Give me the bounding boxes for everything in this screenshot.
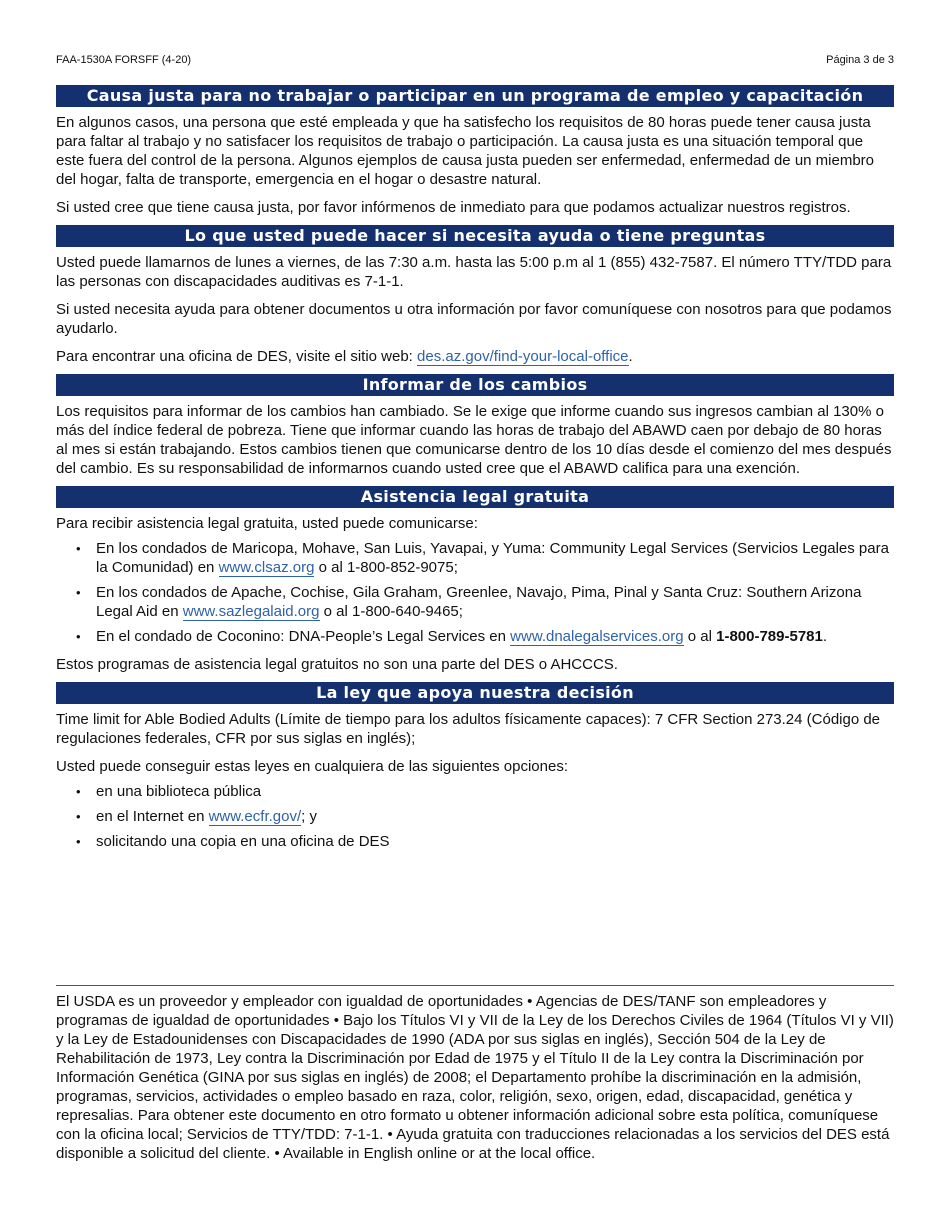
clsaz-link[interactable]: www.clsaz.org [218, 559, 315, 576]
legal-item-3-prefix: En el condado de Coconino: DNA-People’s Legal Services en [96, 628, 511, 645]
form-id: FAA-1530A FORSFF (4-20) [56, 54, 192, 66]
list-item [56, 539, 894, 577]
legal-item-2-suffix: o al 1-800-640-9465; [319, 603, 463, 620]
list-item: • solicitando una copia en una oficina de DES [56, 832, 894, 851]
footer-notice [56, 985, 894, 1172]
help-paragraph-phone: Usted puede llamarnos de lunes a viernes, de las 7:30 a.m. hasta las 5:00 p.m al 1 (855) 432-7587. El número TTY/TDD para las personas con discapacidades auditivas es 7-1-1. [56, 254, 892, 290]
section-title-help: Lo que usted puede hacer si necesita ayuda o tiene preguntas [56, 225, 894, 247]
law-paragraph-options: Usted puede conseguir estas leyes en cualquiera de las siguientes opciones: [56, 758, 568, 775]
list-item: • en una biblioteca pública [56, 782, 894, 801]
page-number: Página 3 de 3 [826, 54, 894, 66]
legal-item-1-prefix: En los condados de Maricopa, Mohave, San Luis, Yavapai, y Yuma: Community Legal Services (Servicios Legales para la Comunidad) en [96, 540, 889, 576]
ecfr-link[interactable]: www.ecfr.gov/ [208, 808, 302, 825]
section-title-legal-aid: Asistencia legal gratuita [56, 486, 894, 508]
dna-phone-number: 1-800-789-5781 [716, 628, 823, 645]
good-cause-paragraph-1: En algunos casos, una persona que esté empleada y que ha satisfecho los requisitos de 80 horas puede tener causa justa para faltar al trabajo y no satisfacer los requisitos de trabajo o participación. La causa justa es una situación temporal que este fuera del control de la persona. Algunos ejemplos de causa justa pueden ser enfermedad, enfermedad de un miembro del hogar, falta de transporte, emergencia en el hogar o desastre natural. [56, 114, 875, 188]
office-text-suffix: . [628, 348, 633, 365]
law-item-2-prefix: en el Internet en [96, 808, 209, 825]
legal-item-2-prefix: En los condados de Apache, Cochise, Gila Graham, Greenlee, Navajo, Pima, Pinal y Santa Cruz: Southern Arizona Legal Aid en [96, 584, 862, 620]
office-text-prefix: Para encontrar una oficina de DES, visite el sitio web: [56, 348, 418, 365]
list-item [56, 807, 894, 826]
help-paragraph-documents: Si usted necesita ayuda para obtener documentos u otra información por favor comuníquese con nosotros para que podamos ayudarlo. [56, 301, 892, 337]
legal-aid-intro: Para recibir asistencia legal gratuita, usted puede comunicarse: [56, 515, 478, 532]
good-cause-paragraph-2: Si usted cree que tiene causa justa, por favor infórmenos de inmediato para que podamos actualizar nuestros registros. [56, 199, 851, 216]
section-title-changes: Informar de los cambios [56, 374, 894, 396]
section-title-law: La ley que apoya nuestra decisión [56, 682, 894, 704]
sazlegalaid-link[interactable]: www.sazlegalaid.org [182, 603, 320, 620]
law-options-list [56, 782, 894, 851]
footer-text: El USDA es un proveedor y empleador con igualdad de oportunidades • Agencias de DES/TANF son empleadores y programas de igualdad de oportunidades • Bajo los Títulos VI y VII de la Ley de los Derechos Civiles de 1964 (Títulos VI y VII) y la Ley de Estadounidenses con Discapacidades de 1990 (ADA por sus siglas en inglés), Sección 504 de la Ley de Rehabilitación de 1973, Ley contra la Discriminación por Edad de 1975 y el Título II de la Ley contra la Discriminación por Información Genética (GINA por sus siglas en inglés) de 2008; el Departamento prohíbe la discriminación en la admisión, programas, servicios, actividades o empleo basado en raza, color, religión, sexo, origen, edad, discapacidad, genética y represalias. Para obtener este documento en otro formato u obtener información adicional sobre esta política, comuníquese con la oficina local; Servicios de TTY/TDD: 7-1-1. • Ayuda gratuita con traducciones relacionadas a los servicios del DES está disponible a solicitud del cliente. • Available in English online or at the local office. [56, 993, 894, 1162]
dnalegalservices-link[interactable]: www.dnalegalservices.org [510, 628, 684, 645]
main-content [56, 85, 894, 860]
page-header [56, 53, 894, 67]
find-office-link[interactable]: des.az.gov/find-your-local-office [417, 348, 629, 365]
legal-aid-outro: Estos programas de asistencia legal gratuitos no son una parte del DES o AHCCCS. [56, 656, 618, 673]
list-item [56, 583, 894, 621]
legal-aid-list [56, 539, 894, 646]
changes-paragraph: Los requisitos para informar de los cambios han cambiado. Se le exige que informe cuando sus ingresos cambian al 130% o más del índice federal de pobreza. Tiene que informar cuando las horas de trabajo del ABAWD caen por debajo de 80 horas al mes si están trabajando. Estos cambios tienen que comunicarse dentro de los 10 días desde el comienzo del mes después del cambio. Es su responsabilidad de informarnos cuando usted cree que el ABAWD califica para una exención. [56, 403, 892, 477]
legal-item-3-suffix: . [822, 628, 828, 645]
legal-item-3-middle: o al [683, 628, 717, 645]
help-paragraph-office [56, 347, 894, 366]
legal-item-1-suffix: o al 1-800-852-9075; [314, 559, 458, 576]
section-title-good-cause: Causa justa para no trabajar o participar en un programa de empleo y capacitación [56, 85, 894, 107]
law-paragraph-citation: Time limit for Able Bodied Adults (Límite de tiempo para los adultos físicamente capaces): 7 CFR Section 273.24 (Código de regulaciones federales, CFR por sus siglas en inglés); [56, 711, 881, 747]
list-item [56, 627, 894, 646]
law-item-2-suffix: ; y [301, 808, 317, 825]
